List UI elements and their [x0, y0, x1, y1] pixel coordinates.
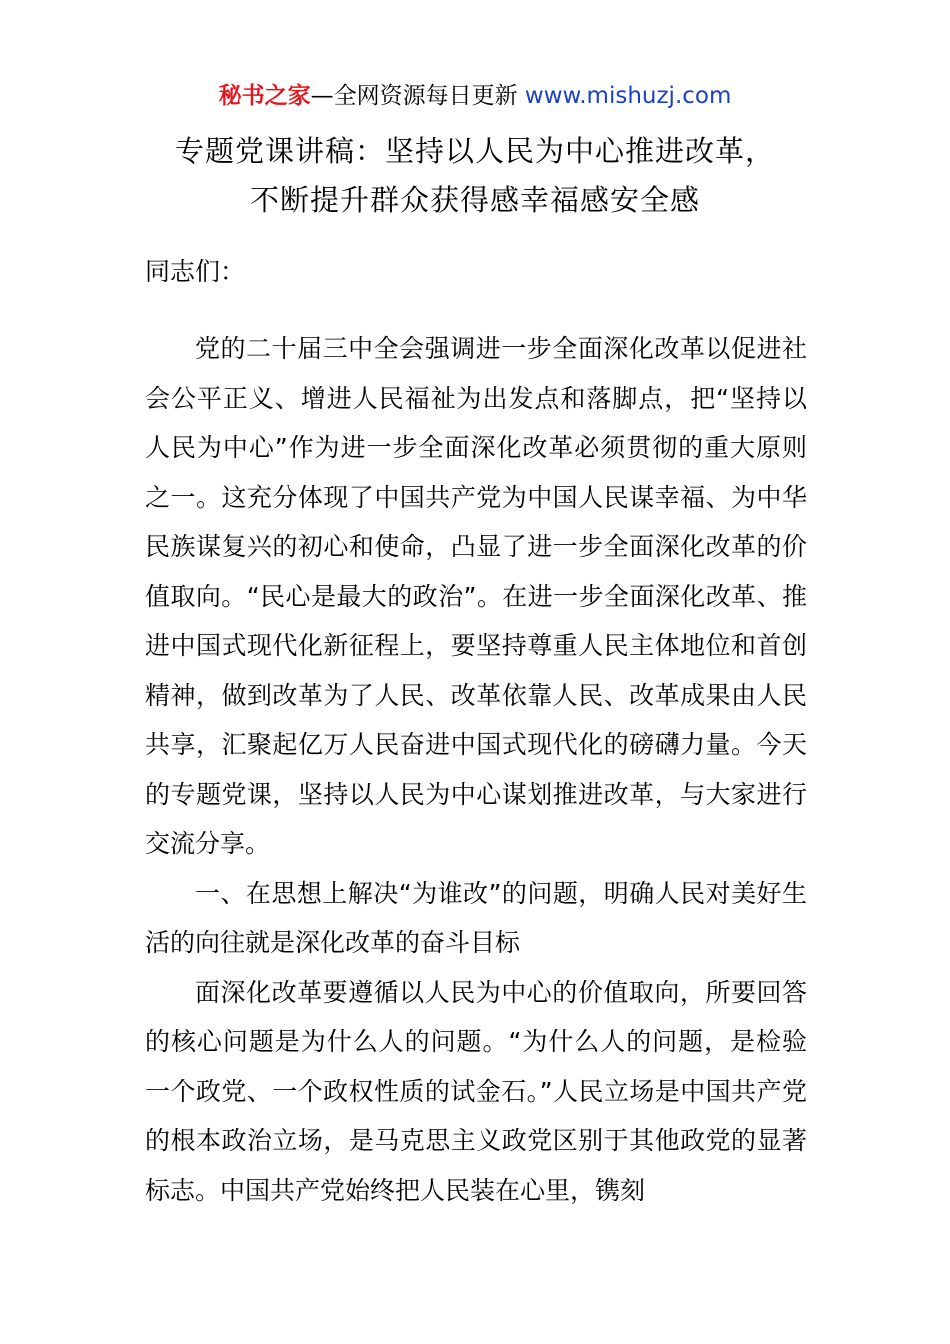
section-heading-1: 一、在思想上解决“为谁改”的问题，明确人民对美好生活的向往就是深化改革的奋斗目标 [145, 878, 807, 957]
site-url-link[interactable]: www.mishuzj.com [524, 83, 732, 109]
paragraph-section-1: 面深化改革要遵循以人民为中心的价值取向，所要回答的核心问题是为什么人的问题。“为什么人的问题，是检验一个政党、一个政权性质的试金石。”人民立场是中国共产党的根本政治立场，是马克思主义政党区别于其他政党的显著标志。中国共产党始终把人民装在心里，镌刻 [145, 977, 807, 1205]
site-tagline: —全网资源每日更新 [310, 83, 525, 109]
document-body [145, 324, 807, 1215]
site-brand: 秘书之家 [218, 83, 311, 109]
salutation: 同志们： [145, 257, 246, 286]
document-title-line-2: 不断提升群众获得感幸福感安全感 [249, 183, 700, 217]
paragraph-intro: 党的二十届三中全会强调进一步全面深化改革以促进社会公平正义、增进人民福祉为出发点和落脚点，把“坚持以人民为中心”作为进一步全面深化改革必须贯彻的重大原则之一。这充分体现了中国共产党为中国人民谋幸福、为中华民族谋复兴的初心和使命，凸显了进一步全面深化改革的价值取向。“民心是最大的政治”。在进一步全面深化改革、推进中国式现代化新征程上，要坚持尊重人民主体地位和首创精神，做到改革为了人民、改革依靠人民、改革成果由人民共享，汇聚起亿万人民奋进中国式现代化的磅礴力量。今天的专题党课，坚持以人民为中心谋划推进改革，与大家进行交流分享。 [145, 334, 807, 858]
site-header [0, 80, 950, 112]
document-title-line-1: 专题党课讲稿：坚持以人民为中心推进改革， [174, 134, 775, 168]
